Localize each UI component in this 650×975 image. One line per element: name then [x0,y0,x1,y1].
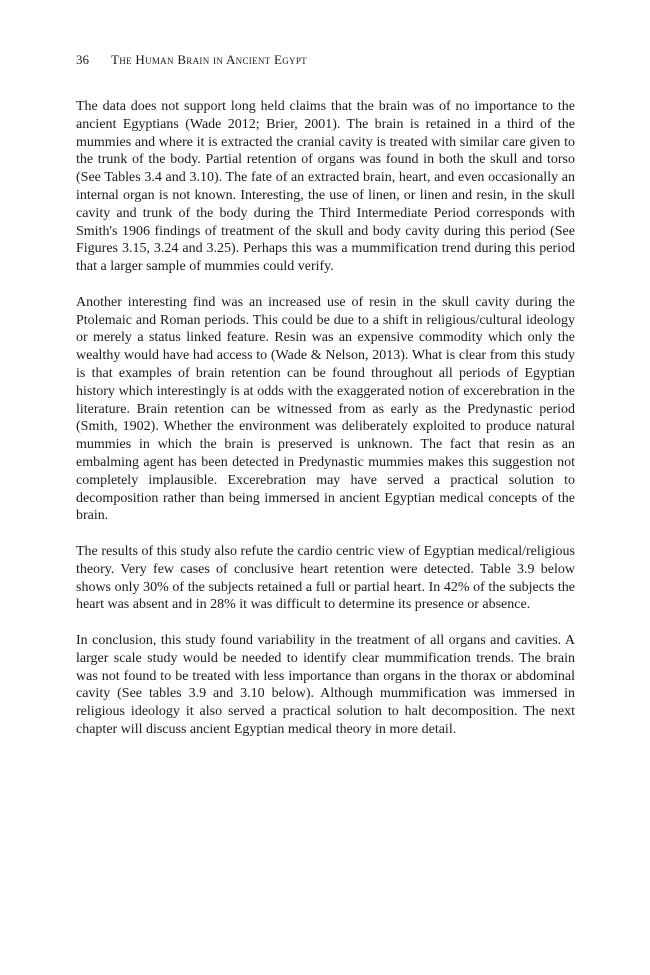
paragraph-3: The results of this study also refute the cardio centric view of Egyptian medical/religious theory. Very few cases of conclusive heart retention were detected. Table 3.9 below shows only 30% of the subjects retained a full or partial heart. In 42% of the subjects the heart was absent and in 28% it was difficult to determine its presence or absence. [76,543,575,613]
running-title: The Human Brain in Ancient Egypt [111,52,307,67]
page-number: 36 [76,52,89,67]
body-text [76,98,575,756]
paragraph-1: The data does not support long held claims that the brain was of no importance to the ancient Egyptians (Wade 2012; Brier, 2001). The brain is retained in a third of the mummies and where it is extracted the cranial cavity is treated with similar care given to the trunk of the body. Partial retention of organs was found in both the skull and torso (See Tables 3.4 and 3.10). The fate of an extracted brain, heart, and even occasionally an internal organ is not known. Interesting, the use of linen, or linen and resin, in the skull cavity and trunk of the body during the Third Intermediate Period corresponds with Smith's 1906 findings of treatment of the skull and body cavity during this period (See Figures 3.15, 3.24 and 3.25). Perhaps this was a mummification trend during this period that a larger sample of mummies could verify. [76,99,575,275]
paragraph-2: Another interesting find was an increased use of resin in the skull cavity during the Ptolemaic and Roman periods. This could be due to a shift in religious/cultural ideology or merely a status linked feature. Resin was an expensive commodity which only the wealthy would have had access to (Wade & Nelson, 2013). What is clear from this study is that examples of brain retention can be found throughout all periods of Egyptian history which interestingly is at odds with the exaggerated notion of excerebration in the literature. Brain retention can be witnessed from as early as the Predynastic period (Smith, 1902). Whether the environment was deliberately exploited to produce natural mummies in which the brain is preserved is unknown. The fact that resin as an embalming agent has been detected in Predynastic mummies makes this suggestion not completely implausible. Excerebration may have served a practical solution to decomposition rather than being immersed in ancient Egyptian medical concepts of the brain. [76,294,575,524]
running-header [76,52,574,68]
paragraph-4: In conclusion, this study found variability in the treatment of all organs and cavities. A larger scale study would be needed to identify clear mummification trends. The brain was not found to be treated with less importance than organs in the thorax or abdominal cavity (See tables 3.9 and 3.10 below). Although mummification was immersed in religious ideology it also served a practical solution to halt decomposition. The next chapter will discuss ancient Egyptian medical theory in more detail. [76,632,575,737]
